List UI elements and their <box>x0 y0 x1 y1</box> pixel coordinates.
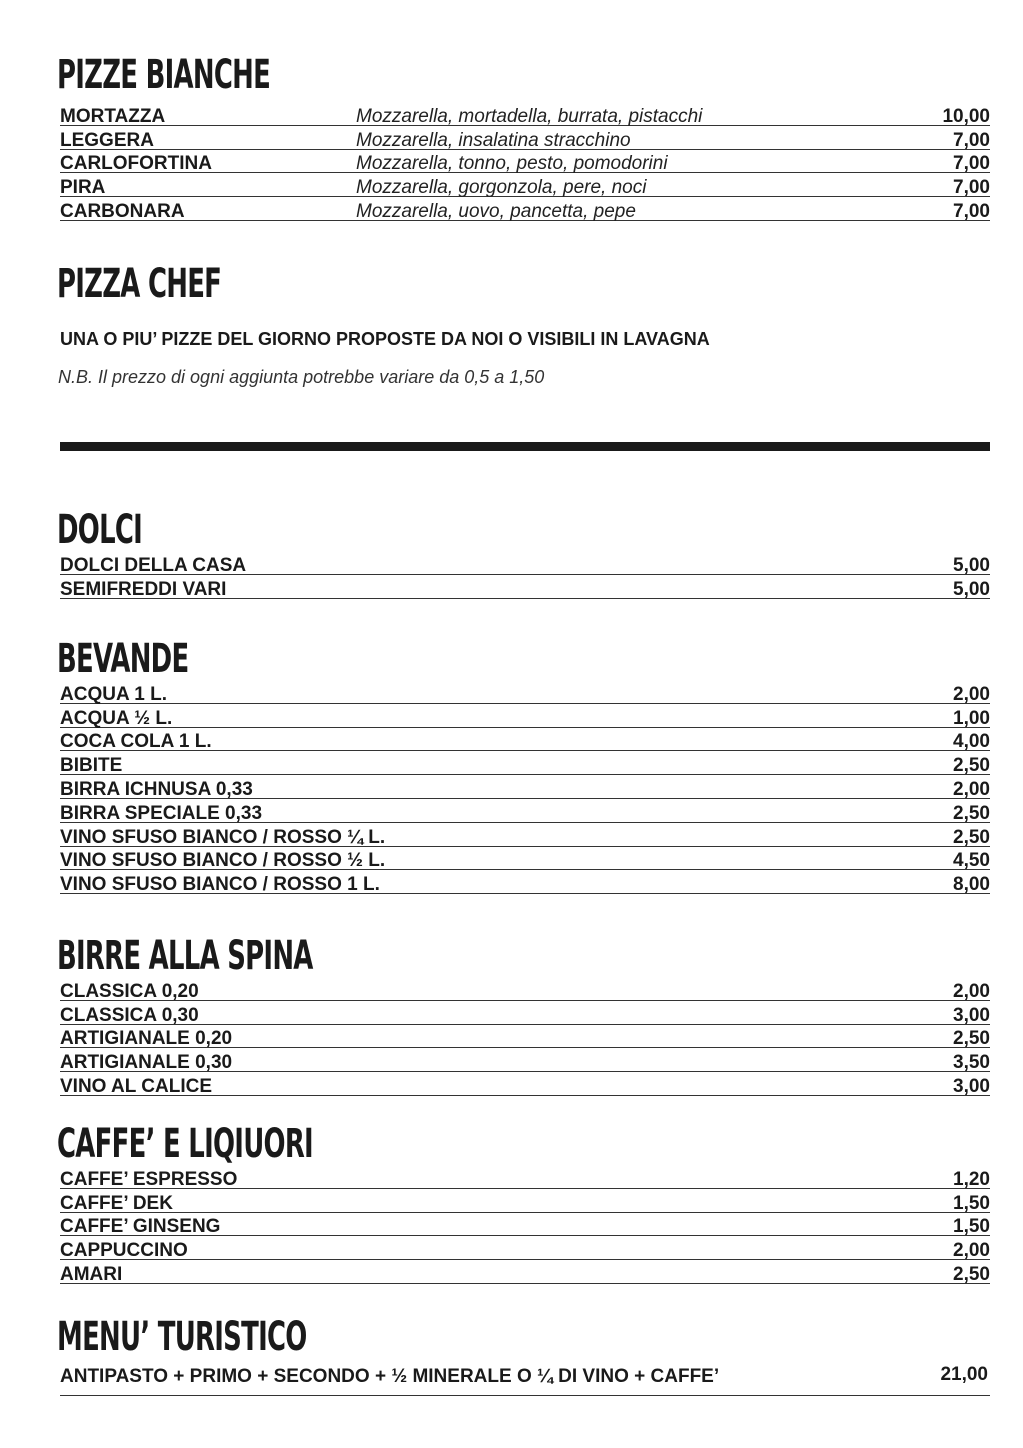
item-price: 2,50 <box>953 755 990 777</box>
item-name: CLASSICA 0,30 <box>60 1004 199 1026</box>
item-description: Mozzarella, gorgonzola, pere, noci <box>356 177 647 199</box>
item-price: 2,50 <box>953 826 990 848</box>
section-title-caffe-e-liquori: CAFFE’ E LIQIUORI <box>57 1121 313 1167</box>
item-name: BIRRA SPECIALE 0,33 <box>60 802 263 824</box>
item-name: CAFFE’ ESPRESSO <box>60 1168 238 1190</box>
item-name: ARTIGIANALE 0,30 <box>60 1052 233 1074</box>
menu-item <box>60 847 990 871</box>
pizze-bianche-list <box>60 102 990 221</box>
menu-item <box>60 728 990 752</box>
item-price: 5,00 <box>953 554 990 576</box>
item-description: Mozzarella, tonno, pesto, pomodorini <box>356 153 668 175</box>
item-name: DOLCI DELLA CASA <box>60 554 247 576</box>
menu-item <box>60 775 990 799</box>
item-price: 2,50 <box>953 802 990 824</box>
menu-item <box>60 704 990 728</box>
menu-item <box>60 102 990 126</box>
menu-turistico-row <box>60 1366 990 1396</box>
menu-item <box>60 1072 990 1096</box>
menu-item <box>60 1048 990 1072</box>
menu-item <box>60 1189 990 1213</box>
menu-turistico-description: ANTIPASTO + PRIMO + SECONDO + ½ MINERALE O ¼ DI VINO + CAFFE’ <box>60 1366 720 1387</box>
menu-item <box>60 1165 990 1189</box>
item-name: PIRA <box>60 177 106 199</box>
item-name: VINO AL CALICE <box>60 1075 213 1097</box>
menu-item <box>60 126 990 150</box>
item-price: 1,50 <box>953 1192 990 1214</box>
item-price: 2,00 <box>953 683 990 705</box>
item-price: 1,50 <box>953 1216 990 1238</box>
item-name: AMARI <box>60 1263 123 1285</box>
menu-item <box>60 799 990 823</box>
item-name: BIRRA ICHNUSA 0,33 <box>60 778 253 800</box>
item-price: 4,50 <box>953 850 990 872</box>
item-name: CARBONARA <box>60 200 185 222</box>
section-divider <box>60 442 990 451</box>
item-name: VINO SFUSO BIANCO / ROSSO 1 L. <box>60 874 380 896</box>
item-name: ACQUA 1 L. <box>60 683 167 705</box>
item-price: 7,00 <box>953 177 990 199</box>
menu-item <box>60 197 990 221</box>
item-name: ARTIGIANALE 0,20 <box>60 1028 233 1050</box>
item-price: 2,00 <box>953 1240 990 1262</box>
menu-item <box>60 1025 990 1049</box>
item-price: 7,00 <box>953 129 990 151</box>
item-name: MORTAZZA <box>60 105 166 127</box>
bevande-list <box>60 680 990 894</box>
menu-item <box>60 551 990 575</box>
item-description: Mozzarella, uovo, pancetta, pepe <box>356 200 636 222</box>
item-name: CLASSICA 0,20 <box>60 980 199 1002</box>
menu-item <box>60 1001 990 1025</box>
pizza-chef-note: N.B. Il prezzo di ogni aggiunta potrebbe variare da 0,5 a 1,50 <box>58 367 545 387</box>
item-price: 1,20 <box>953 1168 990 1190</box>
item-price: 8,00 <box>953 874 990 896</box>
section-title-bevande: BEVANDE <box>57 636 189 682</box>
item-name: CARLOFORTINA <box>60 153 212 175</box>
item-price: 2,50 <box>953 1263 990 1285</box>
item-price: 7,00 <box>953 200 990 222</box>
item-description: Mozzarella, insalatina stracchino <box>356 129 631 151</box>
menu-item <box>60 1236 990 1260</box>
item-price: 7,00 <box>953 153 990 175</box>
item-price: 2,50 <box>953 1028 990 1050</box>
item-name: ACQUA ½ L. <box>60 707 173 729</box>
item-name: CAPPUCCINO <box>60 1240 188 1262</box>
section-title-pizze-bianche: PIZZE BIANCHE <box>57 52 271 98</box>
item-name: BIBITE <box>60 755 123 777</box>
item-price: 3,00 <box>953 1004 990 1026</box>
pizza-chef-description: UNA O PIU’ PIZZE DEL GIORNO PROPOSTE DA NOI O VISIBILI IN LAVAGNA <box>60 329 710 349</box>
menu-item <box>60 680 990 704</box>
menu-item <box>60 751 990 775</box>
item-price: 5,00 <box>953 578 990 600</box>
item-price: 3,50 <box>953 1052 990 1074</box>
menu-item <box>60 1260 990 1284</box>
item-name: LEGGERA <box>60 129 154 151</box>
menu-item <box>60 575 990 599</box>
menu-turistico-price: 21,00 <box>940 1364 988 1385</box>
item-name: CAFFE’ GINSENG <box>60 1216 221 1238</box>
item-price: 4,00 <box>953 731 990 753</box>
caffe-list <box>60 1165 990 1284</box>
item-name: SEMIFREDDI VARI <box>60 578 227 600</box>
menu-item <box>60 977 990 1001</box>
item-name: CAFFE’ DEK <box>60 1192 173 1214</box>
item-name: COCA COLA 1 L. <box>60 731 212 753</box>
menu-item <box>60 150 990 174</box>
item-price: 3,00 <box>953 1075 990 1097</box>
item-price: 10,00 <box>942 105 990 127</box>
birre-list <box>60 977 990 1096</box>
section-title-menu-turistico: MENU’ TURISTICO <box>57 1314 307 1360</box>
menu-item <box>60 870 990 894</box>
section-title-dolci: DOLCI <box>57 507 143 553</box>
item-price: 2,00 <box>953 980 990 1002</box>
item-price: 1,00 <box>953 707 990 729</box>
menu-item <box>60 1213 990 1237</box>
item-name: VINO SFUSO BIANCO / ROSSO ¼ L. <box>60 826 386 848</box>
item-name: VINO SFUSO BIANCO / ROSSO ½ L. <box>60 850 386 872</box>
section-title-birre-alla-spina: BIRRE ALLA SPINA <box>57 933 313 979</box>
item-price: 2,00 <box>953 778 990 800</box>
menu-item <box>60 173 990 197</box>
section-title-pizza-chef: PIZZA CHEF <box>57 261 222 307</box>
menu-item <box>60 823 990 847</box>
item-description: Mozzarella, mortadella, burrata, pistacchi <box>356 105 703 127</box>
dolci-list <box>60 551 990 599</box>
